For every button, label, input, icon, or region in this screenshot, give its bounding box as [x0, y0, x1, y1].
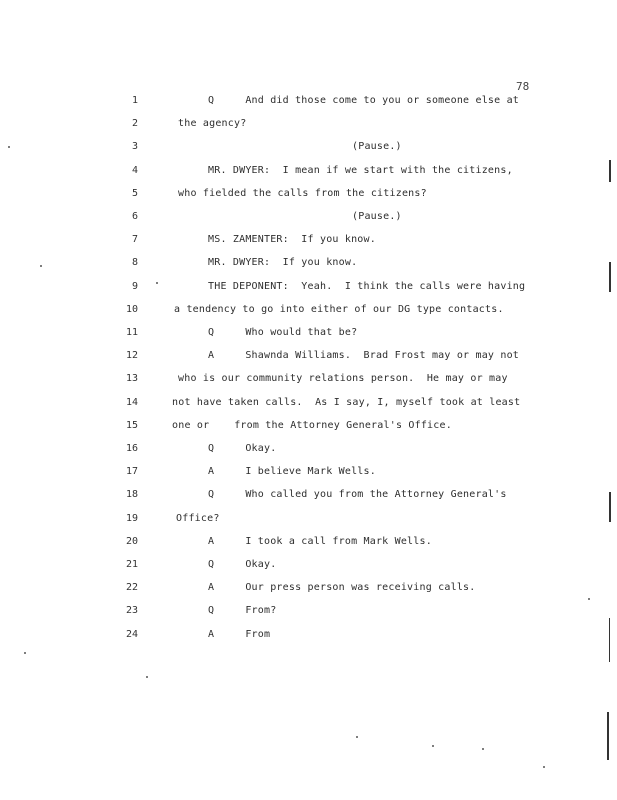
- line-text: one or from the Attorney General's Office.: [172, 419, 452, 431]
- line-text: A Our press person was receiving calls.: [208, 582, 476, 594]
- page-number: 78: [516, 80, 530, 93]
- scan-speck: [432, 745, 434, 747]
- line-number: 1: [131, 95, 138, 106]
- transcript-line: [0, 580, 617, 596]
- line-number: 6: [131, 211, 138, 222]
- line-text: Q Okay.: [208, 443, 277, 454]
- line-number: 2: [131, 118, 138, 130]
- line-text: MS. ZAMENTER: If you know.: [208, 234, 376, 246]
- line-text: A From: [208, 628, 271, 640]
- scan-speck: [40, 265, 42, 267]
- transcript-line: [0, 487, 617, 503]
- line-text: not have taken calls. As I say, I, myself took at least: [172, 396, 521, 408]
- line-number: 21: [125, 559, 138, 570]
- line-text: (Pause.): [352, 141, 402, 153]
- line-number: 11: [125, 327, 138, 338]
- scan-speck: [543, 766, 545, 768]
- line-text: MR. DWYER: I mean if we start with the citizens,: [208, 164, 513, 176]
- line-number: 10: [125, 303, 138, 315]
- scan-speck: [24, 652, 26, 654]
- line-text: THE DEPONENT: Yeah. I think the calls were having: [208, 280, 526, 292]
- transcript-line: [0, 395, 617, 411]
- line-text: (Pause.): [352, 211, 402, 222]
- line-number: 23: [125, 605, 138, 617]
- line-number: 4: [131, 164, 138, 176]
- transcript-line: [0, 302, 617, 318]
- line-text: A I took a call from Mark Wells.: [208, 535, 432, 547]
- line-number: 7: [131, 234, 138, 246]
- transcript-line: [0, 232, 617, 248]
- line-number: 8: [131, 257, 138, 269]
- line-number: 17: [125, 466, 138, 478]
- scan-edge-mark: [607, 712, 609, 760]
- line-text: Office?: [176, 512, 220, 524]
- line-number: 9: [131, 280, 138, 292]
- line-number: 18: [125, 489, 138, 501]
- line-text: a tendency to go into either of our DG type contacts.: [174, 303, 504, 315]
- line-text: the agency?: [178, 118, 247, 130]
- transcript-line: [0, 209, 617, 225]
- line-number: 13: [125, 373, 138, 385]
- line-number: 14: [125, 396, 138, 408]
- scan-edge-mark: [609, 262, 611, 292]
- transcript-line: [0, 93, 617, 109]
- transcript-line: [0, 255, 617, 271]
- line-text: Q Who would that be?: [208, 327, 358, 338]
- transcript-line: [0, 139, 617, 155]
- line-number: 24: [125, 628, 138, 640]
- line-text: Q Who called you from the Attorney General's: [208, 489, 507, 501]
- transcript-line: [0, 534, 617, 550]
- scan-edge-mark: [609, 618, 610, 662]
- transcript-line: [0, 186, 617, 202]
- line-text: who fielded the calls from the citizens?: [178, 187, 427, 199]
- line-number: 15: [125, 419, 138, 431]
- line-text: Q From?: [208, 605, 277, 617]
- transcript-line: [0, 163, 617, 179]
- line-number: 12: [125, 350, 138, 362]
- line-text: who is our community relations person. He may or may: [178, 373, 508, 385]
- line-text: A I believe Mark Wells.: [208, 466, 376, 478]
- transcript-line: [0, 279, 617, 295]
- transcript-line: [0, 511, 617, 527]
- transcript-line: [0, 418, 617, 434]
- line-text: MR. DWYER: If you know.: [208, 257, 358, 269]
- line-number: 3: [131, 141, 138, 153]
- transcript-line: [0, 325, 617, 341]
- scan-speck: [8, 146, 10, 148]
- scan-speck: [588, 598, 590, 600]
- scan-speck: [356, 736, 358, 738]
- transcript-line: [0, 371, 617, 387]
- scan-edge-mark: [609, 160, 611, 182]
- transcript-line: [0, 441, 617, 457]
- transcript-line: [0, 464, 617, 480]
- transcript-line: [0, 557, 617, 573]
- line-number: 22: [125, 582, 138, 594]
- transcript-line: [0, 627, 617, 643]
- scan-speck: [146, 676, 148, 678]
- line-number: 16: [125, 443, 138, 454]
- line-text: Q And did those come to you or someone else at: [208, 95, 520, 106]
- transcript-line: [0, 603, 617, 619]
- line-number: 20: [125, 535, 138, 547]
- scan-speck: [156, 282, 158, 284]
- line-number: 5: [131, 187, 138, 199]
- scan-speck: [482, 748, 484, 750]
- line-text: Q Okay.: [208, 559, 277, 570]
- line-text: A Shawnda Williams. Brad Frost may or may not: [208, 350, 520, 362]
- transcript-line: [0, 348, 617, 364]
- line-number: 19: [125, 512, 138, 524]
- transcript-line: [0, 116, 617, 132]
- scan-edge-mark: [609, 492, 611, 522]
